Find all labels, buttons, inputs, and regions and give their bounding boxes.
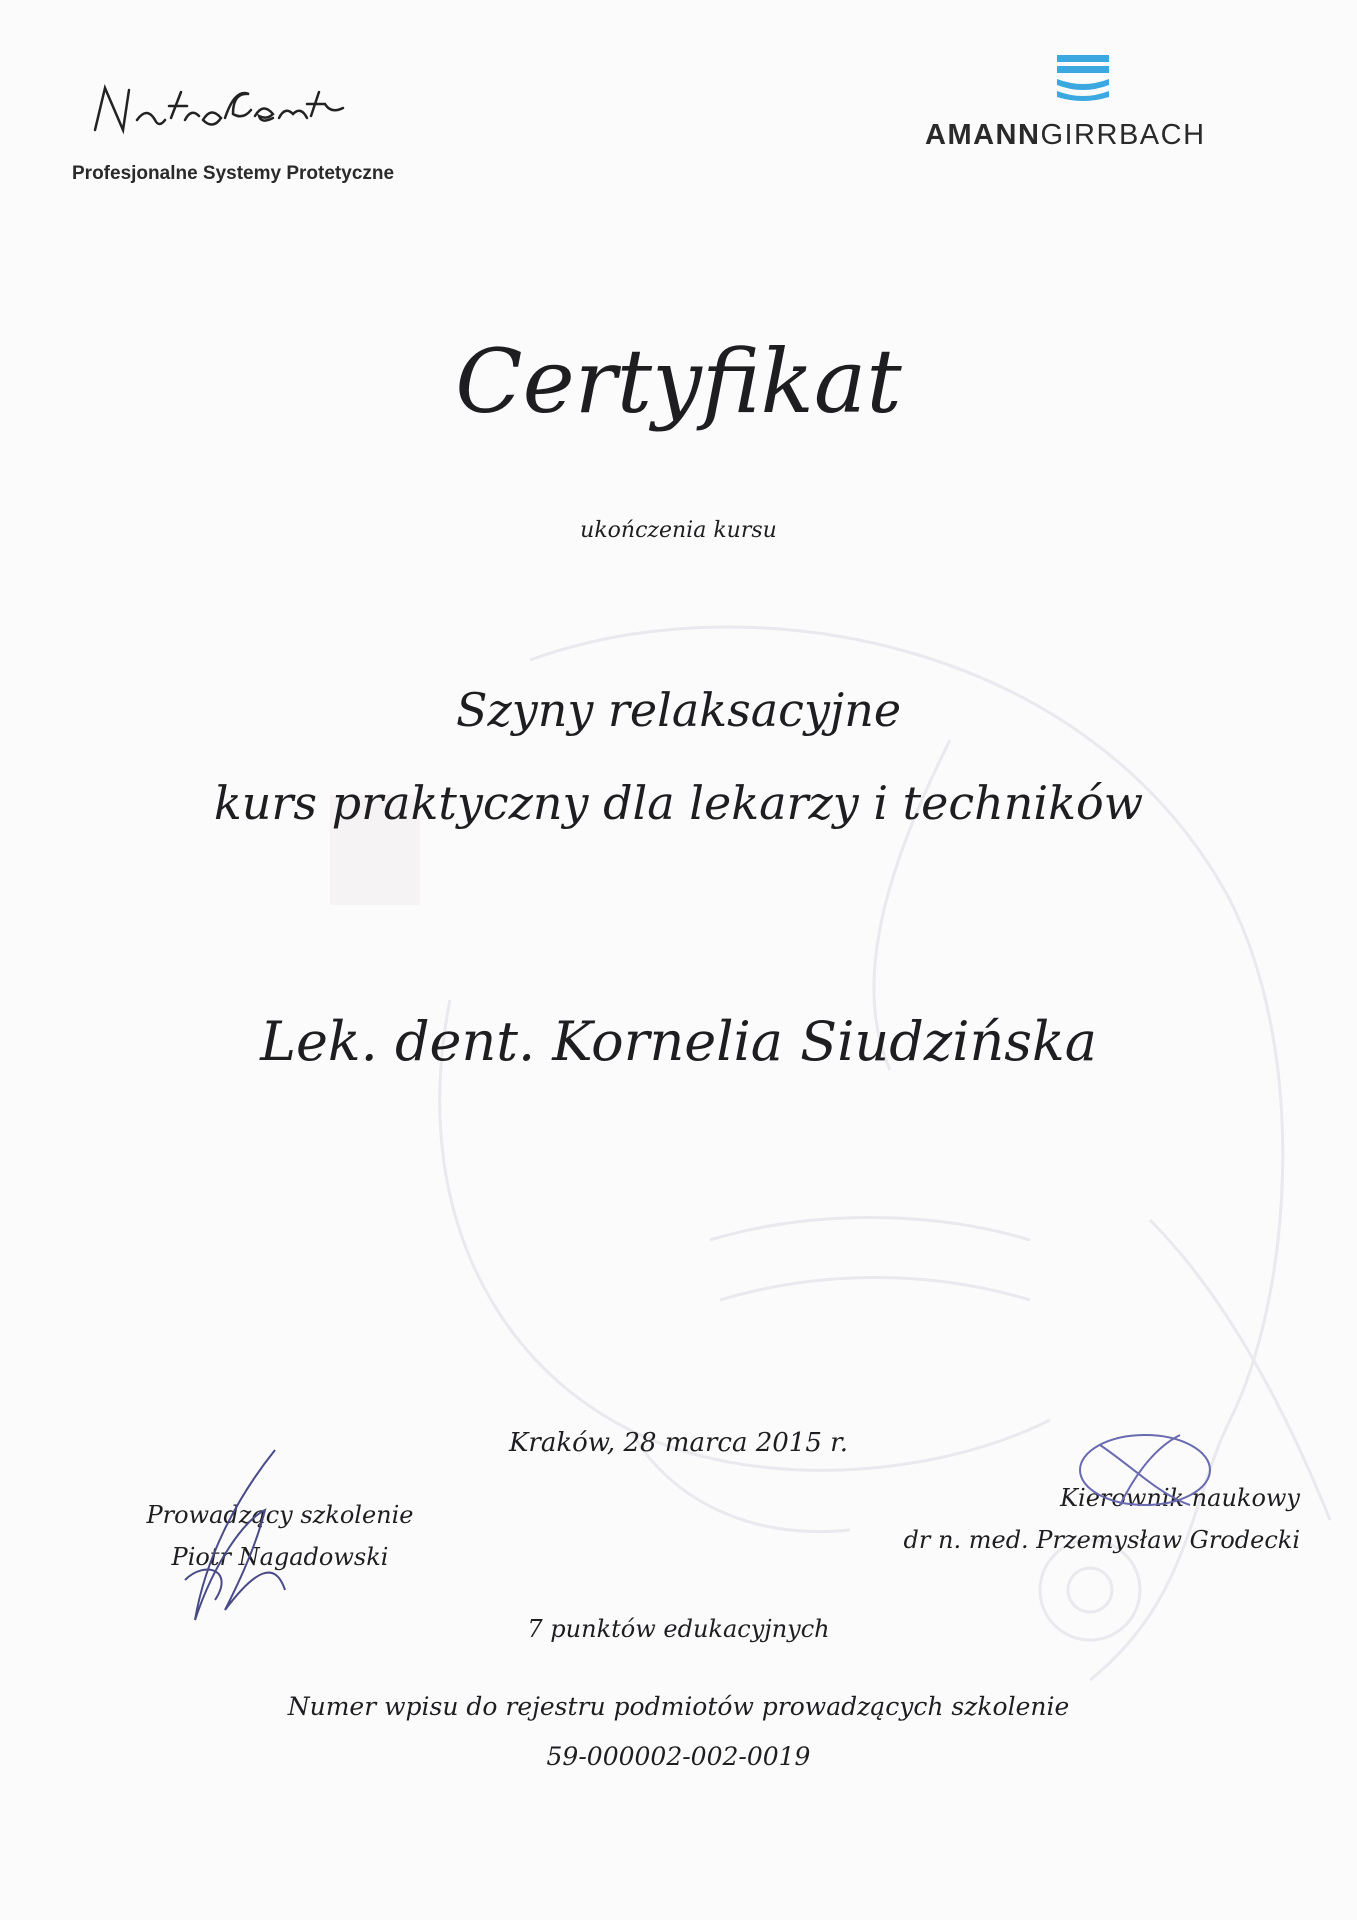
right-signatory-role: Kierownik naukowy (1060, 1484, 1300, 1512)
recipient-name: Lek. dent. Kornelia Siudzińska (260, 1010, 1097, 1073)
certificate-title: Certyfikat (455, 330, 902, 433)
natrodent-tagline: Profesjonalne Systemy Protetyczne (72, 163, 395, 184)
certificate-subtitle: ukończenia kursu (580, 518, 777, 543)
registry-label: Numer wpisu do rejestru podmiotów prowadzących szkolenie (287, 1692, 1070, 1721)
wordmark-light: GIRRBACH (1040, 119, 1206, 151)
skull-watermark (330, 600, 1350, 1750)
right-signatory-name: dr n. med. Przemysław Grodecki (903, 1526, 1300, 1554)
amann-girrbach-wordmark (925, 119, 1206, 152)
left-signatory-name: Piotr Nagadowski (171, 1543, 389, 1571)
right-handwritten-signature (1060, 1425, 1220, 1525)
natrodent-logo (85, 70, 485, 150)
education-points: 7 punktów edukacyjnych (527, 1615, 830, 1643)
registry-number: 59-000002-002-0019 (546, 1742, 811, 1771)
course-description: kurs praktyczny dla lekarzy i techników (213, 776, 1144, 830)
left-handwritten-signature (155, 1440, 315, 1640)
left-signatory-role: Prowadzący szkolenie (146, 1501, 414, 1529)
amann-girrbach-mark (1055, 53, 1111, 101)
course-name: Szyny relaksacyjne (455, 683, 902, 737)
wordmark-bold: AMANN (925, 119, 1041, 151)
place-date: Kraków, 28 marca 2015 r. (509, 1428, 848, 1458)
